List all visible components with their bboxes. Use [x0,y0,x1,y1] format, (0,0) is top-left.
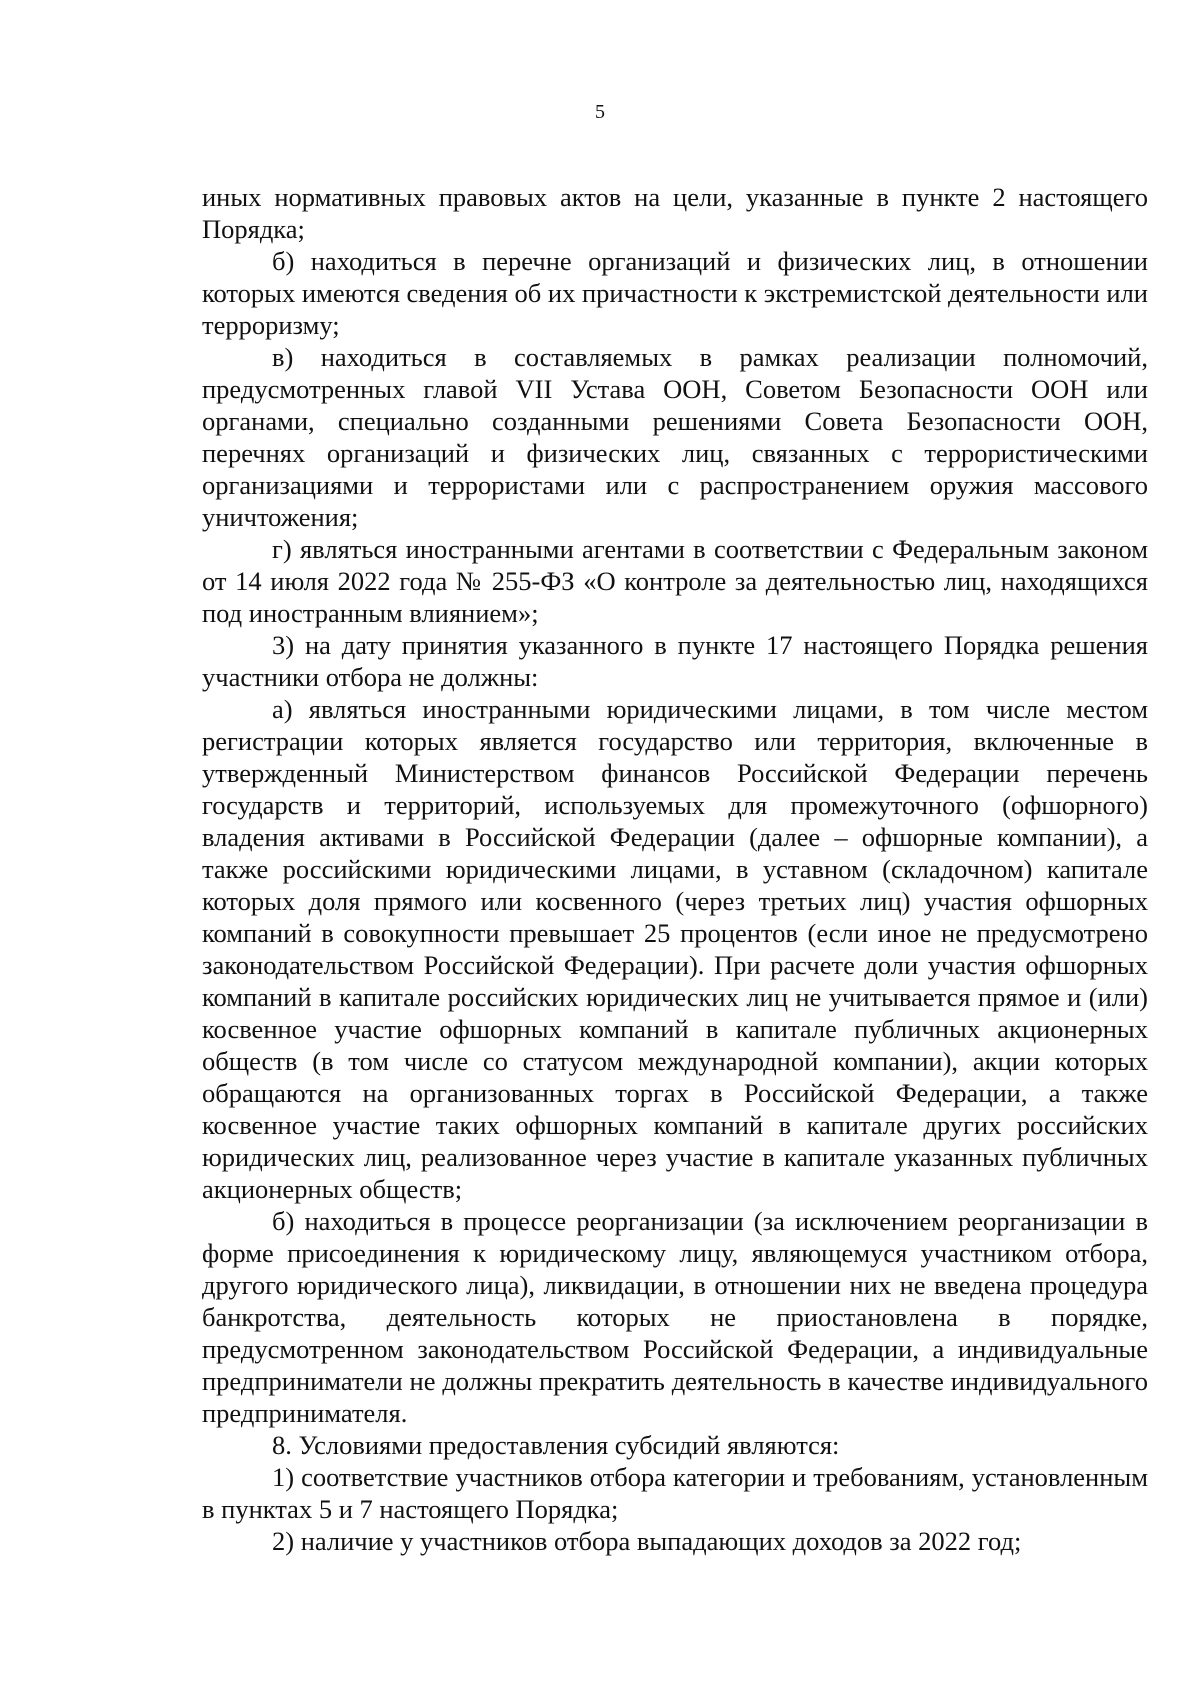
paragraph-condition-1: 1) соответствие участников отбора категории и требованиям, установленным в пунктах 5 и 7 настоящего Порядка; [202,1462,1148,1524]
paragraph-item-3-selection-date: 3) на дату принятия указанного в пункте 17 настоящего Порядка решения участники отбора не должны: [202,630,1148,692]
paragraph-item-v-un-lists: в) находиться в составляемых в рамках реализации полномочий, предусмотренных главой VII Устава ООН, Советом Безопасности ООН или органами, специально созданными решениями Совета Безопасности ООН, перечнях организаций и физических лиц, связанных с террористическими организациями и террористами или с распространением оружия массового уничтожения; [202,342,1148,532]
paragraph-item-g-foreign-agents: г) являться иностранными агентами в соответствии с Федеральным законом от 14 июля 2022 года № 255-ФЗ «О контроле за деятельностью лиц, находящихся под иностранным влиянием»; [202,534,1148,628]
page-number: 5 [595,101,605,123]
paragraph-item-a-offshore: а) являться иностранными юридическими лицами, в том числе местом регистрации которых является государство или территория, включенные в утвержденный Министерством финансов Российской Федерации перечень государств и территорий, используемых для промежуточного (офшорного) владения активами в Российской Федерации (далее – офшорные компании), а также российскими юридическими лицами, в уставном (складочном) капитале которых доля прямого или косвенного (через третьих лиц) участия офшорных компаний в совокупности превышает 25 процентов (если иное не предусмотрено законодательством Российской Федерации). При расчете доли участия офшорных компаний в капитале российских юридических лиц не учитывается прямое и (или) косвенное участие офшорных компаний в капитале публичных акционерных обществ (в том числе со статусом международной компании), акции которых обращаются на организованных торгах в Российской Федерации, а также косвенное участие таких офшорных компаний в капитале других российских юридических лиц, реализованное через участие в капитале указанных публичных акционерных обществ; [202,694,1148,1204]
document-body [202,181,1148,1557]
paragraph-condition-2: 2) наличие у участников отбора выпадающих доходов за 2022 год; [272,1526,1022,1556]
paragraph-section-8: 8. Условиями предоставления субсидий являются: [272,1430,840,1460]
paragraph-item-b-extremism-list: б) находиться в перечне организаций и физических лиц, в отношении которых имеются сведения об их причастности к экстремистской деятельности или терроризму; [202,246,1148,340]
paragraph-item-b-reorganization: б) находиться в процессе реорганизации (за исключением реорганизации в форме присоединения к юридическому лицу, являющемуся участником отбора, другого юридического лица), ликвидации, в отношении них не введена процедура банкротства, деятельность которых не приостановлена в порядке, предусмотренном законодательством Российской Федерации, а индивидуальные предприниматели не должны прекратить деятельность в качестве индивидуального предпринимателя. [202,1206,1148,1428]
paragraph-continuation: иных нормативных правовых актов на цели, указанные в пункте 2 настоящего Порядка; [202,182,1148,244]
